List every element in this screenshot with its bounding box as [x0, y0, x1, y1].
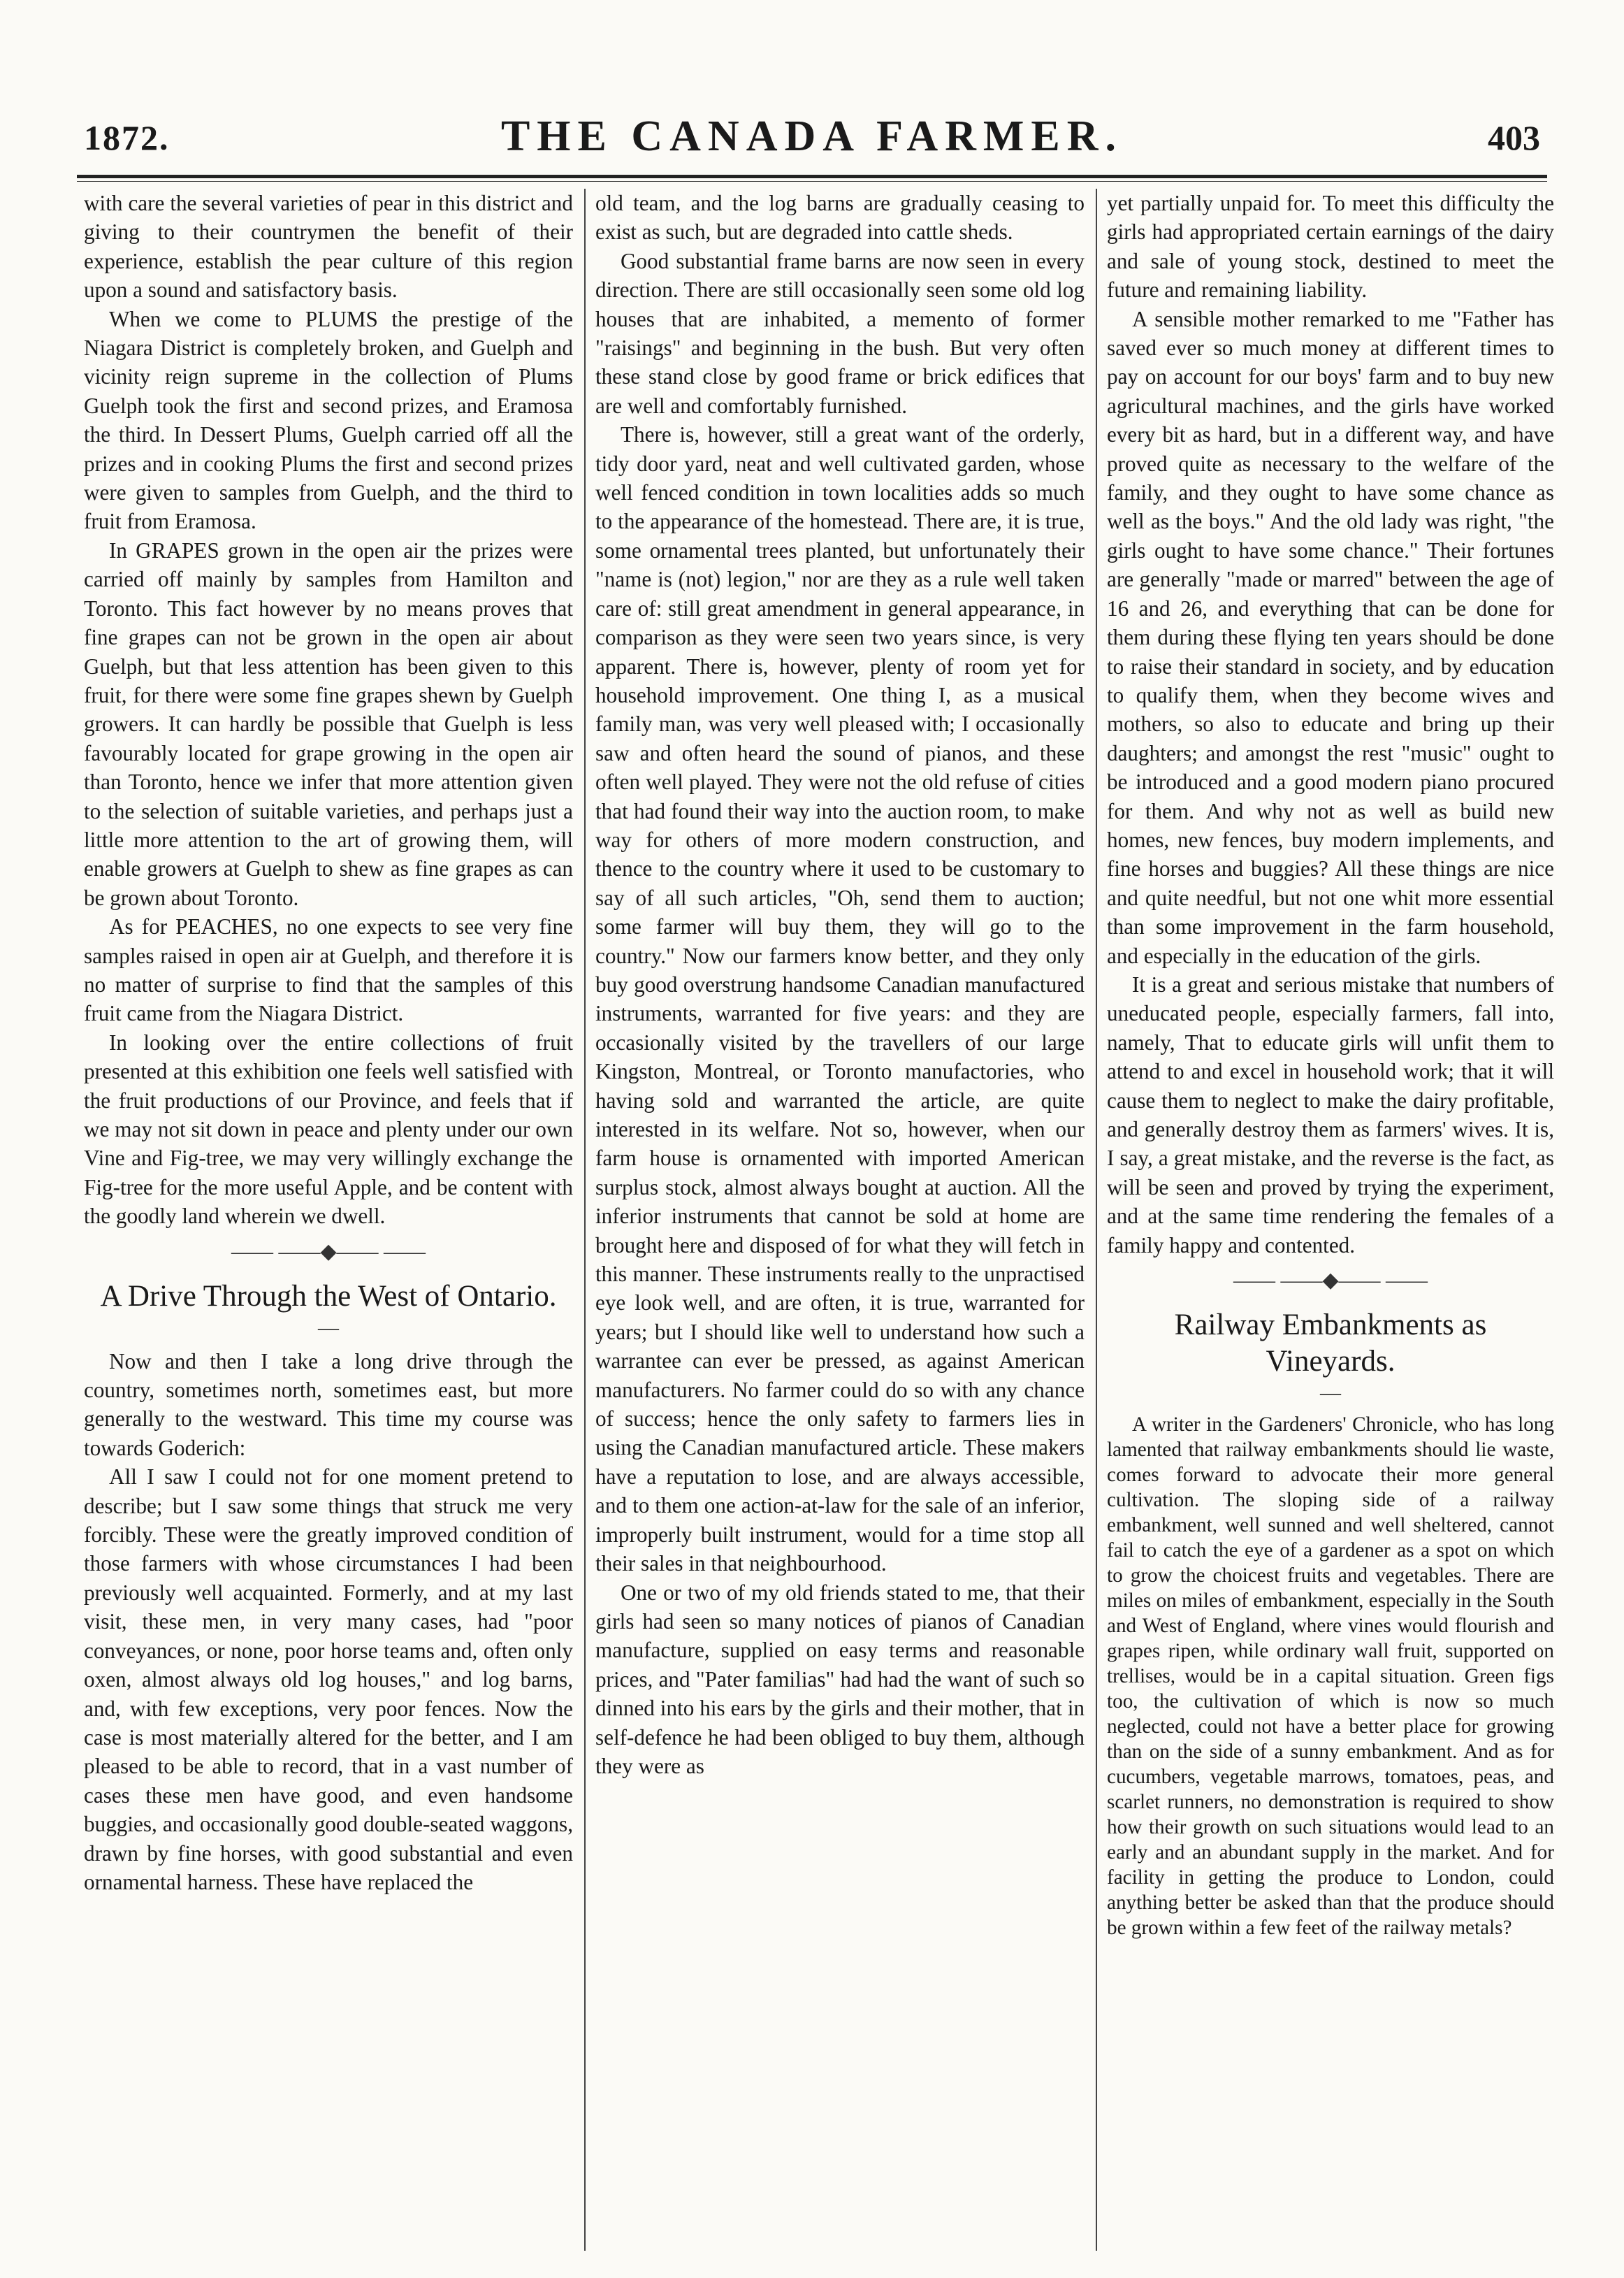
masthead-title: THE CANADA FARMER. [500, 113, 1124, 160]
heading-dash: — [1320, 1381, 1341, 1405]
column-3 [1107, 189, 1554, 2251]
paragraph: A sensible mother remarked to me "Father has saved ever so much money at different times to pay on account for our boys' farm and to buy new agricultural machines, and the girls have worked every bit as hard, but in a different way, and have proved quite as necessary to the welfare of the family, and they ought to have some chance as well as the boys." And the old lady was right, "the girls ought to have some chance." Their fortunes are generally "made or marred" between the age of 16 and 26, and everything that can be done for them during these flying ten years should be done to raise their standard in society, and by education to qualify them, when they become wives and mothers, so also to educate and bring up their daughters; and amongst the rest "music" ought to be introduced and a good modern piano procured for them. And why not as well as build new homes, new fences, buy modern implements, and fine horses and buggies? All these things are nice and quite needful, but not one whit more essential than some improvement in the farm household, and especially in the education of the girls. [1107, 306, 1554, 968]
article-heading: Railway Embankments as Vineyards. [1174, 1309, 1487, 1378]
paragraph: All I saw I could not for one moment pretend to describe; but I saw some things that struck me very forcibly. These were the greatly improved condition of those farmers with whose circumstances I had been previously well acquainted. Formerly, and at my last visit, these men, in very many cases, had "poor conveyances, or none, poor horse teams and, often only oxen, almost always old log houses," and log barns, and, with few exceptions, very poor fences. Now the case is most materially altered for the better, and I am pleased to be able to record, that in a vast number of cases these men have good, and even handsome buggies, and occasionally good double-seated waggons, drawn by fine horses, with good substantial and even ornamental harness. These have replaced the [84, 1464, 573, 1894]
paragraph: There is, however, still a great want of the orderly, tidy door yard, neat and well cultivated garden, whose well fenced condition in town localities adds so much to the appearance of the homestead. There are, it is true, some ornamental trees planted, but unfortunately their "name is (not) legion," nor are they as a rule well taken care of: still great amendment in general appearance, in comparison as they were seen two years since, is very apparent. There is, however, plenty of room yet for household improvement. One thing I, as a musical family man, was very well pleased with; I occasionally saw and often heard the sound of pianos, and these often well played. They were not the old refuse of cities that had found their way into the auction room, to make way for others of more modern construction, and thence to the country where it used to be customary to say of all such articles, "Oh, send them to auction; some farmer will buy them, they will go to the country." Now our farmers know better, and they only buy good overstrung handsome Canadian manufactured instruments, warranted for five years: and they are occasionally visited by the travellers of our large Kingston, Montreal, or Toronto manufactories, who having sold and warranted the article, are quite interested in its welfare. Not so, however, when our farm house is ornamented with imported American surplus stock, almost always bought at auction. All the inferior instruments that cannot be sold at home are brought here and disposed of for what they will fetch in this manner. These instruments really to the unpractised eye look well, and are often, it is true, warranted for years; but I should like well to understand how such a warrantee can ever be pressed, as against American manufacturers. No farmer could do so with any chance of success; hence the only safety to farmers lies in using the Canadian manufactured article. These makers have a reputation to lose, and are always accessible, and to them one action-at-law for the sale of an inferior, improperly built instrument, would for a time stop all their sales in that neighbourhood. [595, 422, 1085, 1576]
masthead-rule [77, 175, 1547, 178]
masthead-page-number: 403 [1488, 118, 1540, 157]
section-divider: —— ——◆—— —— [1233, 1269, 1428, 1292]
paragraph: yet partially unpaid for. To meet this difficulty the girls had appropriated certain earnings of the dairy and sale of young stock, destined to meet the future and remaining liability. [1107, 191, 1554, 303]
paragraph: Good substantial frame barns are now seen in every direction. There are still occasionally seen some old log houses that are inhabited, a memento of former "raisings" and beginning in the bush. But very often these stand close by good frame or brick edifices that are well and comfortably furnished. [595, 248, 1085, 418]
paragraph: with care the several varieties of pear in this district and giving to their countrymen the benefit of their experience, establish the pear culture of this region upon a sound and satisfactory basis. [84, 191, 573, 303]
paragraph: As for PEACHES, no one expects to see very fine samples raised in open air at Guelph, and therefore it is no matter of surprise to find that the samples of this fruit came from the Niagara District. [84, 914, 573, 1026]
column-2 [595, 189, 1085, 2251]
masthead-rule-thin [77, 181, 1547, 182]
paragraph: A writer in the Gardeners' Chronicle, who has long lamented that railway embankments should lie waste, comes forward to advocate their more general cultivation. The sloping side of a railway embankment, well sunned and well sheltered, cannot fail to catch the eye of a gardener as a spot on which to grow the choicest fruits and vegetables. There are miles on miles of embankment, especially in the South and West of England, where vines would flourish and grapes ripen, while ordinary wall fruit, supported on trellises, would be in a capital situation. Green figs too, the cultivation of which is now so much neglected, could not have a better place for growing than on the side of a sunny embankment. And as for cucumbers, vegetable marrows, tomatoes, peas, and scarlet runners, no demonstration is required to show how their growth on such situations would lead to an early and an abundant supply in the market. And for facility in getting the produce to London, could anything better be asked than that the produce should be grown within a few feet of the railway metals? [1107, 1413, 1554, 1940]
paragraph: In GRAPES grown in the open air the prizes were carried off mainly by samples from Hamilton and Toronto. This fact however by no means proves that fine grapes can not be grown in the open air about Guelph, but that less attention has been given to this fruit, for there were some fine grapes shewn by Guelph growers. It can hardly be possible that Guelph is less favourably located for grape growing in the open air than Toronto, hence we infer that more attention given to the selection of suitable varieties, and perhaps just a little more attention to the art of growing them, will enable growers at Guelph to shew as fine grapes as can be grown about Toronto. [84, 538, 573, 910]
paragraph: Now and then I take a long drive through the country, sometimes north, sometimes east, but more generally to the westward. This time my course was towards Goderich: [84, 1348, 573, 1460]
column-1 [84, 189, 573, 2251]
section-divider: —— ——◆—— —— [231, 1239, 426, 1263]
paragraph: One or two of my old friends stated to me, that their girls had seen so many notices of pianos of Canadian manufacture, supplied on easy terms and reasonable prices, and "Pater familias" had had the want of such so dinned into his ears by the girls and their mother, that in self-defence he had been obliged to buy them, although they were as [595, 1580, 1085, 1778]
column-rule [584, 189, 586, 2251]
masthead-year: 1872. [84, 118, 170, 157]
column-rule [1096, 189, 1097, 2251]
paragraph: In looking over the entire collections of fruit presented at this exhibition one feels well satisfied with the fruit productions of our Province, and feels that if we may not sit down in peace and plenty under our own Vine and Fig-tree, we may very willingly exchange the Fig-tree for the more useful Apple, and be content with the goodly land wherein we dwell. [84, 1030, 573, 1229]
article-heading: A Drive Through the West of Ontario. [100, 1279, 557, 1313]
paragraph: It is a great and serious mistake that numbers of uneducated people, especially farmers, fall into, namely, That to educate girls will unfit them to attend to and excel in household work; that it will cause them to neglect to make the dairy profitable, and generally destroy them as farmers' wives. It is, I say, a great mistake, and the reverse is the fact, as will be seen and proved by trying the experiment, and at the same time rendering the females of a family happy and contented. [1107, 972, 1554, 1257]
paragraph: old team, and the log barns are gradually ceasing to exist as such, but are degraded into cattle sheds. [595, 191, 1085, 245]
paragraph: When we come to PLUMS the prestige of the Niagara District is completely broken, and Guelph and vicinity reign supreme in the collection of Plums Guelph took the first and second prizes, and Eramosa the third. In Dessert Plums, Guelph carried off all the prizes and in cooking Plums the first and second prizes were given to samples from Guelph, and the third to fruit from Eramosa. [84, 306, 573, 534]
masthead [77, 112, 1547, 182]
heading-dash: — [318, 1315, 339, 1339]
